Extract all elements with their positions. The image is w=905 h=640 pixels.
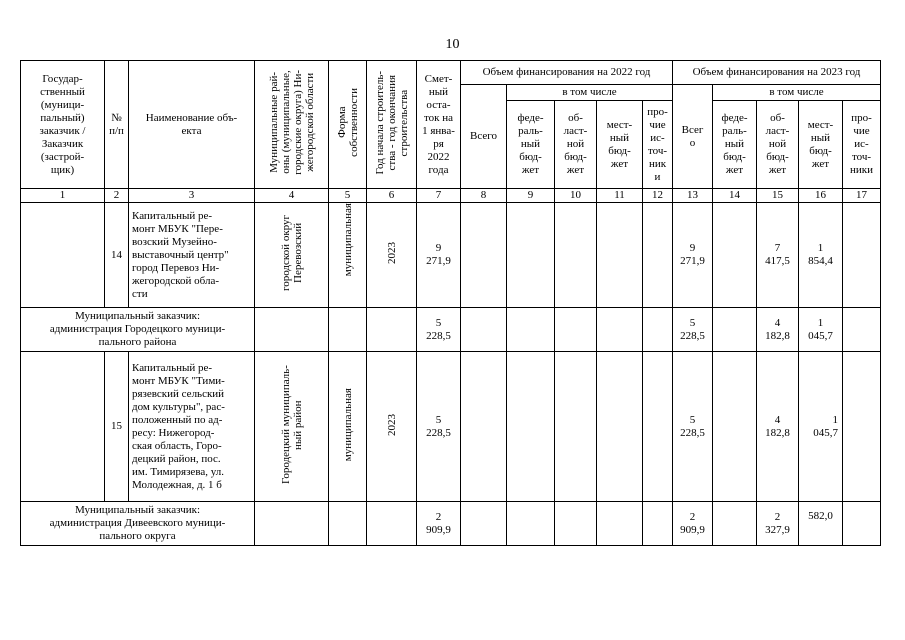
- col-number: 14: [713, 189, 757, 203]
- estimate-cell: 9 271,9: [417, 203, 461, 308]
- customer-cell: [21, 203, 105, 308]
- header-object-name: Наименование объ- екта: [129, 61, 255, 189]
- customer-cell: [21, 352, 105, 502]
- col-number: 7: [417, 189, 461, 203]
- estimate-cell: 5 228,5: [417, 308, 461, 352]
- col-number: 2: [105, 189, 129, 203]
- header-financing-2023: Объем финансирования на 2023 год: [673, 61, 881, 85]
- federal-2022-cell: [507, 308, 555, 352]
- local-2022-cell: [597, 352, 643, 502]
- regional-2023-cell: 7 417,5: [757, 203, 799, 308]
- local-2022-cell: [597, 308, 643, 352]
- federal-2023-cell: [713, 502, 757, 546]
- district-cell: Городецкий муниципаль- ный район: [255, 352, 329, 502]
- table-row: [21, 352, 881, 502]
- regional-2022-cell: [555, 502, 597, 546]
- years-cell: [367, 502, 417, 546]
- col-number: 4: [255, 189, 329, 203]
- other-2022-cell: [643, 502, 673, 546]
- header-federal-2022: феде- раль- ный бюд- жет: [507, 101, 555, 189]
- header-local-2022: мест- ный бюд- жет: [597, 101, 643, 189]
- table-row: [21, 308, 881, 352]
- col-number: 5: [329, 189, 367, 203]
- years-cell: 2023: [367, 203, 417, 308]
- col-number: 6: [367, 189, 417, 203]
- district-cell: [255, 502, 329, 546]
- local-2023-cell: 1 045,7: [799, 308, 843, 352]
- local-2023-cell: 1 854,4: [799, 203, 843, 308]
- ownership-cell: муниципальная: [329, 203, 367, 308]
- total-2023-cell: 5 228,5: [673, 352, 713, 502]
- years-cell: [367, 308, 417, 352]
- header-districts: Муниципальные рай- оны (муниципальные, городские округа) Ни- жегородской области: [255, 61, 329, 189]
- col-number: 17: [843, 189, 881, 203]
- col-number: 10: [555, 189, 597, 203]
- other-2023-cell: [843, 308, 881, 352]
- regional-2022-cell: [555, 308, 597, 352]
- ownership-cell: [329, 502, 367, 546]
- other-2022-cell: [643, 308, 673, 352]
- header-estimate: Смет- ный оста- ток на 1 янва- ря 2022 года: [417, 61, 461, 189]
- regional-2022-cell: [555, 352, 597, 502]
- ownership-cell: [329, 308, 367, 352]
- header-number: № п/п: [105, 61, 129, 189]
- local-2022-cell: [597, 502, 643, 546]
- other-2023-cell: [843, 352, 881, 502]
- other-2022-cell: [643, 203, 673, 308]
- object-name: Капитальный ре- монт МБУК "Тими- рязевский сельский дом культуры", рас- положенный по ад- ресу: Нижегород- ская область, Горо- децкий район, пос. им. Тимирязева, ул. Молодежная, д. 1 б: [129, 352, 255, 502]
- estimate-cell: 2 909,9: [417, 502, 461, 546]
- table-row: [21, 502, 881, 546]
- header-regional-2022: об- ласт- ной бюд- жет: [555, 101, 597, 189]
- col-number: 12: [643, 189, 673, 203]
- federal-2023-cell: [713, 203, 757, 308]
- header-federal-2023: феде- раль- ный бюд- жет: [713, 101, 757, 189]
- ownership-cell: муниципальная: [329, 352, 367, 502]
- regional-2023-cell: 4 182,8: [757, 308, 799, 352]
- federal-2022-cell: [507, 352, 555, 502]
- col-number: 13: [673, 189, 713, 203]
- row-number: 14: [105, 203, 129, 308]
- local-2022-cell: [597, 203, 643, 308]
- estimate-cell: 5 228,5: [417, 352, 461, 502]
- col-number: 11: [597, 189, 643, 203]
- header-customer: Государ- ственный (муници- пальный) заказчик / Заказчик (застрой- щик): [21, 61, 105, 189]
- col-number: 3: [129, 189, 255, 203]
- total-2023-cell: 5 228,5: [673, 308, 713, 352]
- header-other-2022: про- чие ис- точ- ник и: [643, 101, 673, 189]
- header-including-2022: в том числе: [507, 85, 673, 101]
- regional-2023-cell: 4 182,8: [757, 352, 799, 502]
- federal-2022-cell: [507, 502, 555, 546]
- col-number: 9: [507, 189, 555, 203]
- total-2022-cell: [461, 203, 507, 308]
- total-2022-cell: [461, 308, 507, 352]
- header-local-2023: мест- ный бюд- жет: [799, 101, 843, 189]
- district-cell: [255, 308, 329, 352]
- header-financing-2022: Объем финансирования на 2022 год: [461, 61, 673, 85]
- local-2023-cell: 582,0: [799, 502, 843, 546]
- district-cell: городской округ Перевозский: [255, 203, 329, 308]
- header-total-2023: Всег о: [673, 85, 713, 189]
- regional-2023-cell: 2 327,9: [757, 502, 799, 546]
- col-number: 8: [461, 189, 507, 203]
- years-cell: 2023: [367, 352, 417, 502]
- header-years: Год начала строитель- ства - год окончания строительства: [367, 61, 417, 189]
- object-name: Капитальный ре- монт МБУК "Пере- возский Музейно- выставочный центр" город Перевоз Ни- жегородской обла- сти: [129, 203, 255, 308]
- header-other-2023: про- чие ис- точ- ники: [843, 101, 881, 189]
- total-2023-cell: 9 271,9: [673, 203, 713, 308]
- regional-2022-cell: [555, 203, 597, 308]
- page-number: 10: [445, 37, 460, 52]
- financing-table: [20, 60, 881, 546]
- other-2023-cell: [843, 502, 881, 546]
- col-number: 1: [21, 189, 105, 203]
- total-2022-cell: [461, 502, 507, 546]
- table-row: [21, 203, 881, 308]
- total-2022-cell: [461, 352, 507, 502]
- col-number: 15: [757, 189, 799, 203]
- row-number: 15: [105, 352, 129, 502]
- header-including-2023: в том числе: [713, 85, 881, 101]
- header-ownership: Форма собственности: [329, 61, 367, 189]
- federal-2022-cell: [507, 203, 555, 308]
- federal-2023-cell: [713, 352, 757, 502]
- other-2023-cell: [843, 203, 881, 308]
- header-total-2022: Всего: [461, 85, 507, 189]
- local-2023-cell: 1 045,7: [799, 352, 843, 502]
- col-number: 16: [799, 189, 843, 203]
- federal-2023-cell: [713, 308, 757, 352]
- header-regional-2023: об- ласт- ной бюд- жет: [757, 101, 799, 189]
- total-2023-cell: 2 909,9: [673, 502, 713, 546]
- customer-summary: Муниципальный заказчик: администрация Дивеевского муници- пального округа: [21, 502, 255, 546]
- customer-summary: Муниципальный заказчик: администрация Городецкого муници- пального района: [21, 308, 255, 352]
- other-2022-cell: [643, 352, 673, 502]
